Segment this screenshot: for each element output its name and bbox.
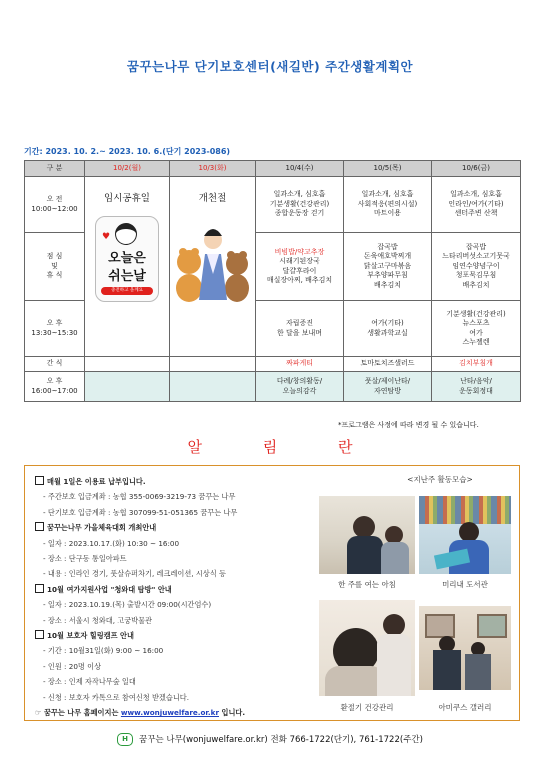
tue-holiday-text: 개천절 [198,193,227,204]
schedule-note: *프로그램은 사정에 따라 변경 될 수 있습니다. [338,421,479,429]
row-label: 간 식 [25,357,85,372]
fri-snack: 김치부침개 [432,357,521,372]
row-label: 점 심 및 휴 식 [25,233,85,301]
photo-caption-gallery: 아미쿠스 갤러리 [438,703,492,712]
photo-caption-library: 미리내 도서관 [442,580,488,589]
fri-lunch: 잡곡밥 느타리버섯소고기뭇국 임연수양념구이 청포묵김무침 배추김치 [432,233,521,301]
mon-snack [85,357,170,372]
mon-late [85,372,170,402]
notice-heading: 알 림 란 [187,438,381,456]
header-cell: 10/5(목) [344,161,432,177]
row-label: 오 후 16:00~17:00 [25,372,85,402]
header-cell: 10/3(화) [170,161,256,177]
card-text-line1: 오늘은 [108,250,146,266]
wed-morning: 일과소개, 심호흡 기분생활(건강관리) 종합운동장 걷기 [256,177,344,233]
checkbox-icon [35,584,44,593]
notice-item: - 인원 : 20명 이상 [43,661,102,671]
header-cell: 10/2(월) [85,161,170,177]
homepage-line: ☞ 꿈꾸는 나무 홈페이지는 www.wonjuwelfare.or.kr 입니다. [35,708,246,718]
wed-afternoon: 자립증진 한 달을 보내며 [256,301,344,357]
face-icon [115,223,137,245]
photo-morning [319,496,415,574]
notice-item: - 기간 : 10월31일(화) 9:00 ~ 16:00 [43,646,164,656]
header-cell: 구 분 [25,161,85,177]
photo-library [419,496,511,574]
photos-title: <지난주 활동모습> [407,475,473,484]
tue-late [170,372,256,402]
rest-day-card [95,216,159,302]
pointer-icon: ☞ [35,708,44,718]
thu-late: 풋살/제이난타/ 자연탐방 [344,372,432,402]
notice-item: - 신청 : 보호자 카톡으로 참여신청 받겠습니다. [43,692,189,702]
photo-caption-health: 환절기 건강관리 [340,703,394,712]
notice-item: - 단기보호 입금계좌 : 농협 307099-51-051365 꿈꾸는 나무 [43,507,238,517]
row-label: 오 후 13:30~15:30 [25,301,85,357]
header-cell: 10/6(금) [432,161,521,177]
card-text-line2: 쉬는날 [108,268,146,284]
notice-list [35,474,325,721]
header-cell: 10/4(수) [256,161,344,177]
tue-cell [170,177,256,357]
notice-item: - 장소 : 단구동 통일아파트 [43,554,127,564]
wed-lunch: 비빔밥/약고추장 시래기된장국 달걀후라이 매실장아찌, 배추김치 [256,233,344,301]
fri-morning: 일과소개, 심호흡 인라인/여가(기타) 센터주변 산책 [432,177,521,233]
mon-cell [85,177,170,357]
notice-item: - 장소 : 인제 자작나무숲 일대 [43,677,136,687]
notice-item: - 일자 : 2023.10.19.(목) 출발시간 09:00(시간엄수) [43,600,212,610]
photo-caption-morning: 한 주를 여는 아침 [338,580,396,589]
period-label: 기간: 2023. 10. 2.~ 2023. 10. 6.(단기 2023-086) [24,147,231,156]
checkbox-icon [35,476,44,485]
photo-health [319,600,415,696]
thu-snack: 토마토치즈샐러드 [344,357,432,372]
thu-morning: 일과소개, 심호흡 사회적응(편의시설) 마트이용 [344,177,432,233]
notice-item: - 내용 : 인라인 경기, 풋살슈퍼차기, 레크레이션, 시상식 등 [43,569,226,579]
table-row [25,177,521,233]
notice-heading-item: 꿈꾸는나무 가을체육대회 개최안내 [35,520,325,535]
tue-snack [170,357,256,372]
wed-snack: 짜파게티 [256,357,344,372]
table-row [25,372,521,402]
schedule-table [24,160,521,402]
logo-icon: H [117,733,133,746]
photo-gallery [419,606,511,690]
footer: H 꿈꾸는 나무(wonjuwelfare.or.kr) 전화 766-1722(단기), 761-1722(주간) [0,733,540,746]
table-header-row [25,161,521,177]
fri-late: 난타/음악/ 운동회정대 [432,372,521,402]
table-row [25,357,521,372]
notice-heading-item: 10월 보호자 힐링캠프 안내 [35,628,325,643]
card-sub-badge: 충전하고 올께요 [101,287,153,295]
checkbox-icon [35,522,44,531]
notice-heading-item: 매월 1일은 이용료 납부입니다. [35,474,325,489]
dangun-illustration [175,214,251,302]
notice-box [24,465,520,721]
fri-afternoon: 기분생활(건강관리) 뉴스포츠 여가 스누젤렌 [432,301,521,357]
mon-holiday-text: 임시공휴일 [104,193,150,204]
checkbox-icon [35,630,44,639]
notice-item: - 일자 : 2023.10.17.(화) 10:30 ~ 16:00 [43,538,180,548]
notice-heading-item: 10월 여가지원사업 "청와대 탐방" 안내 [35,582,325,597]
page-title: 꿈꾸는나무 단기보호센터(새길반) 주간생활계획안 [126,59,414,74]
row-label: 오 전 10:00~12:00 [25,177,85,233]
wed-late: 다례/창의활동/ 오늘의감각 [256,372,344,402]
thu-afternoon: 여가(기타) 생활과학교실 [344,301,432,357]
homepage-link[interactable]: www.wonjuwelfare.or.kr [120,708,219,718]
notice-item: - 주간보호 입금계좌 : 농협 355-0069-3219-73 꿈꾸는 나무 [43,492,236,502]
notice-item: - 장소 : 서울시 청와대, 고궁박물관 [43,615,152,625]
heart-icon: ♥ [102,231,111,242]
thu-lunch: 잡곡밥 돈육애호박찌개 닭살고구마볶음 부추양파무침 배추김치 [344,233,432,301]
